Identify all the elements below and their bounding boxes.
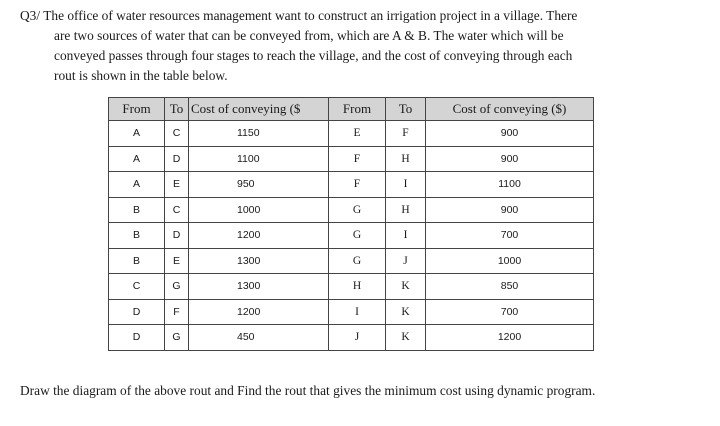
header-cost: Cost of conveying ($ (189, 98, 329, 121)
cell-from: G (329, 223, 386, 249)
table-row (109, 299, 594, 325)
cell-from: G (329, 248, 386, 274)
question-line: conveyed passes through four stages to reach the village, and the cost of conveying through each (54, 48, 573, 63)
question-line: are two sources of water that can be conveyed from, which are A & B. The water which will be (54, 28, 564, 43)
header-from: From (329, 98, 386, 121)
table-row (109, 248, 594, 274)
cell-to: G (165, 274, 189, 300)
table-row (109, 325, 594, 351)
cell-to: K (386, 325, 426, 351)
cell-cost: 1200 (426, 325, 594, 351)
cell-cost: 1150 (189, 121, 329, 147)
header-cost: Cost of conveying ($) (426, 98, 594, 121)
table-row (109, 274, 594, 300)
cell-from: F (329, 146, 386, 172)
cell-cost: 900 (426, 146, 594, 172)
cell-cost: 900 (426, 197, 594, 223)
table-row (109, 197, 594, 223)
table-body (109, 121, 594, 351)
cell-from: E (329, 121, 386, 147)
cell-from: D (109, 299, 165, 325)
cell-cost: 700 (426, 299, 594, 325)
cell-cost: 950 (189, 172, 329, 198)
cell-to: F (386, 121, 426, 147)
cell-from: A (109, 121, 165, 147)
cell-from: I (329, 299, 386, 325)
cell-to: C (165, 121, 189, 147)
cell-from: B (109, 248, 165, 274)
cell-to: D (165, 146, 189, 172)
cell-cost: 1300 (189, 274, 329, 300)
cell-to: F (165, 299, 189, 325)
table-row (109, 146, 594, 172)
cell-from: H (329, 274, 386, 300)
cell-to: I (386, 223, 426, 249)
instruction-text: Draw the diagram of the above rout and Find the rout that gives the minimum cost using dynamic program. (20, 383, 596, 398)
question-line: rout is shown in the table below. (54, 68, 228, 83)
cell-cost: 1200 (189, 299, 329, 325)
cell-cost: 1000 (426, 248, 594, 274)
cell-cost: 1000 (189, 197, 329, 223)
cell-from: B (109, 223, 165, 249)
table-row (109, 172, 594, 198)
cell-to: E (165, 248, 189, 274)
cell-cost: 850 (426, 274, 594, 300)
table-row (109, 223, 594, 249)
cell-from: A (109, 172, 165, 198)
cell-to: G (165, 325, 189, 351)
conveying-cost-table (108, 97, 594, 351)
question-text (20, 6, 700, 86)
cell-from: F (329, 172, 386, 198)
cell-from: J (329, 325, 386, 351)
cell-from: B (109, 197, 165, 223)
cell-cost: 1100 (426, 172, 594, 198)
table-row (109, 121, 594, 147)
cell-to: K (386, 274, 426, 300)
table-header-row (109, 98, 594, 121)
cell-to: K (386, 299, 426, 325)
cell-to: C (165, 197, 189, 223)
cell-cost: 1300 (189, 248, 329, 274)
cell-from: A (109, 146, 165, 172)
cell-to: H (386, 197, 426, 223)
cell-cost: 1100 (189, 146, 329, 172)
header-from: From (109, 98, 165, 121)
question-line: Q3/ The office of water resources management want to construct an irrigation project in a village. There (20, 8, 578, 23)
cell-to: H (386, 146, 426, 172)
cell-cost: 700 (426, 223, 594, 249)
cell-cost: 900 (426, 121, 594, 147)
header-to: To (386, 98, 426, 121)
cell-to: J (386, 248, 426, 274)
header-to: To (165, 98, 189, 121)
cell-to: I (386, 172, 426, 198)
cell-from: C (109, 274, 165, 300)
cell-cost: 1200 (189, 223, 329, 249)
cell-to: D (165, 223, 189, 249)
cell-from: D (109, 325, 165, 351)
cell-from: G (329, 197, 386, 223)
cell-to: E (165, 172, 189, 198)
cell-cost: 450 (189, 325, 329, 351)
